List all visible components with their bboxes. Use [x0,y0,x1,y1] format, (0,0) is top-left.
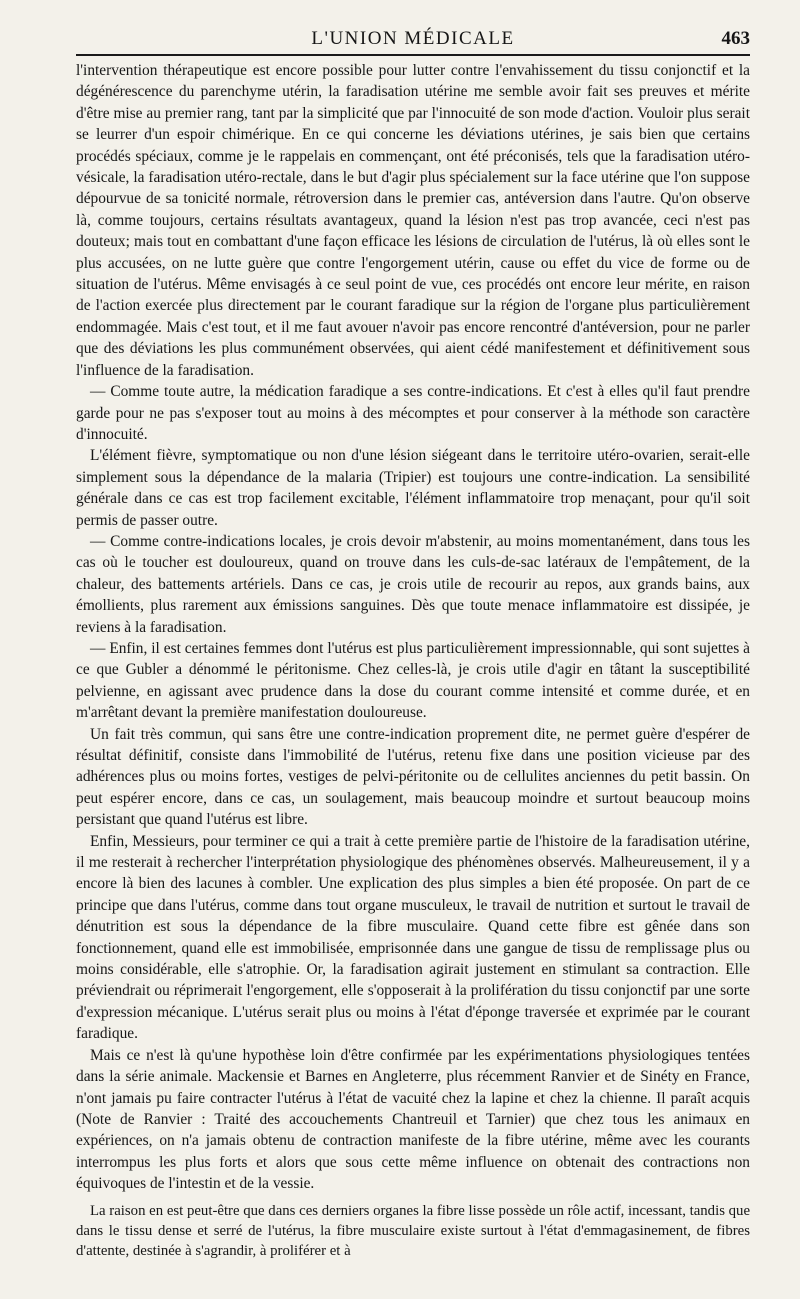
header-rule [76,54,750,56]
article-body [76,60,750,1261]
paragraph-fibre-lisse: La raison en est peut-être que dans ces derniers organes la fibre lisse possède un rôle actif, incessant, tandis que dans le tissu dense et serré de l'utérus, la fibre musculaire existe surtout à l'état d'emmagasinement, de fibres d'attente, destinée à s'agrandir, à proliférer et à [76,1202,751,1259]
running-header [76,22,750,54]
paragraph-faradisation-merits: l'intervention thérapeutique est encore possible pour lutter contre l'envahissement du tissu conjonctif et la dégénérescence du parenchyme utérin, la faradisation utérine me semble avoir fait ses preuves et mérite d'être mise au premier rang, tant par la simplicité que par l'innocuité de son mode d'action. Vouloir plus serait se leurrer d'un espoir chimérique. En ce qui concerne les déviations utérines, je sais bien que certains procédés spéciaux, comme je le rappelais en commençant, ont été préconisés, tels que la faradisation utéro-vésicale, la faradisation utéro-rectale, dans le but d'agir plus spécialement sur la face utérine que l'on suppose dépourvue de sa tonicité normale, rétroversion dans le premier cas, antéversion dans l'autre. Qu'on observe là, comme toujours, certains résultats avantageux, quand la lésion n'est pas trop avancée, ceci n'est pas douteux; mais tout en combattant d'une façon efficace les lésions de circulation de l'utérus, là où elles sont le plus accusées, on ne lutte guère que contre l'engorgement utérin, cause ou effet du vice de forme ou de situation de l'utérus. Même envisagés à ce seul point de vue, ces procédés ont encore leur mérite, en raison de l'action exercée plus directement par le courant faradique sur la région de l'organe plus particulièrement endommagée. Mais c'est tout, et il me faut avouer n'avoir pas encore rencontré d'antéversion, pour ne parler que des déviations les plus communément observées, qui aient cédé manifestement et définitivement sous l'influence de la faradisation. [76,62,750,379]
paragraph-element-fievre: L'élément fièvre, symptomatique ou non d'une lésion siégeant dans le territoire utéro-ovarien, serait-elle simplement sous la dépendance de la malaria (Tripier) est toujours une contre-indication. La sensibilité générale dans ce cas est trop facilement excitable, l'élément inflammatoire trop menaçant, pour qu'il soit permis de passer outre. [76,447,750,529]
paragraph-contre-indications: — Comme toute autre, la médication faradique a ses contre-indications. Et c'est à elles qu'il faut prendre garde pour ne pas s'exposer tout au moins à des mécomptes et pour conserver à la méthode son caractère d'innocuité. [76,383,750,443]
paragraph-hypothese: Mais ce n'est là qu'une hypothèse loin d'être confirmée par les expérimentations physiologiques tentées dans la série animale. Mackensie et Barnes en Angleterre, plus récemment Ranvier et de Sinéty en France, n'ont jamais pu faire contracter l'utérus à l'état de vacuité chez la lapine et chez la chienne. Il paraît acquis (Note de Ranvier : Traité des accouchements Chantreuil et Tarnier) que chez tous les animaux en expériences, on n'a jamais obtenu de contraction manifeste de la fibre utérine, même avec les courants interrompus les plus forts et alors que sous cette même influence on obtenait des contractions non équivoques de l'intestin et de la vessie. [76,1046,750,1193]
paragraph-peritonisme: — Enfin, il est certaines femmes dont l'utérus est plus particulièrement impressionnable, qui sont sujettes à ce que Gubler a dénommé le péritonisme. Chez celles-là, je crois utile d'agir en tâtant la susceptibilité pelvienne, en agissant avec prudence dans la dose du courant comme intensité et comme durée, et en m'arrêtant devant la première manifestation douloureuse. [76,639,750,722]
journal-title: L'UNION MÉDICALE [311,28,515,49]
paragraph-interpretation-physiologique: Enfin, Messieurs, pour terminer ce qui a trait à cette première partie de l'histoire de la faradisation utérine, il me resterait à rechercher l'interprétation physiologique des phénomènes observés. Malheureusement, il y a encore là bien des lacunes à combler. Une explication des plus simples a bien été proposée. On part de ce principe que dans l'utérus, comme dans tout organe musculeux, le travail de nutrition et surtout le travail de dénutrition est sous la dépendance de la fibre musculaire. Quand cette fibre est gênée dans son fonctionnement, quand elle est immobilisée, emprisonnée dans une gangue de tissu de remplissage plus ou moins considérable, elle s'atrophie. Or, la faradisation agirait justement en stimulant sa contraction. Elle préviendrait ou réprimerait l'engorgement, elle s'opposerait à la prolifération du tissu conjonctif par une sorte d'expression mécanique. L'utérus serait plus ou moins à l'état d'éponge traversée et exprimée par le courant faradique. [76,832,750,1043]
page-number: 463 [721,28,750,49]
paragraph-contre-indications-locales: — Comme contre-indications locales, je crois devoir m'abstenir, au moins momentanément, dans tous les cas où le toucher est douloureux, quand on trouve dans les culs-de-sac latéraux de l'empâtement, de la chaleur, des battements artériels. Dans ce cas, je crois utile de recourir au repos, aux grands bains, aux émollients, plus rarement aux émissions sanguines. Dès que toute menace inflammatoire est dissipée, je reviens à la faradisation. [76,532,750,636]
paragraph-immobilite-uterus: Un fait très commun, qui sans être une contre-indication proprement dite, ne permet guère d'espérer de résultat définitif, consiste dans l'immobilité de l'utérus, retenu fixe dans une position vicieuse par des adhérences plus ou moins fortes, vestiges de pelvi-péritonite ou de cellulites anciennes du petit bassin. On peut espérer encore, dans ce cas, un soulagement, mais beaucoup moindre et surtout beaucoup moins persistant que quand l'utérus est libre. [76,725,750,829]
